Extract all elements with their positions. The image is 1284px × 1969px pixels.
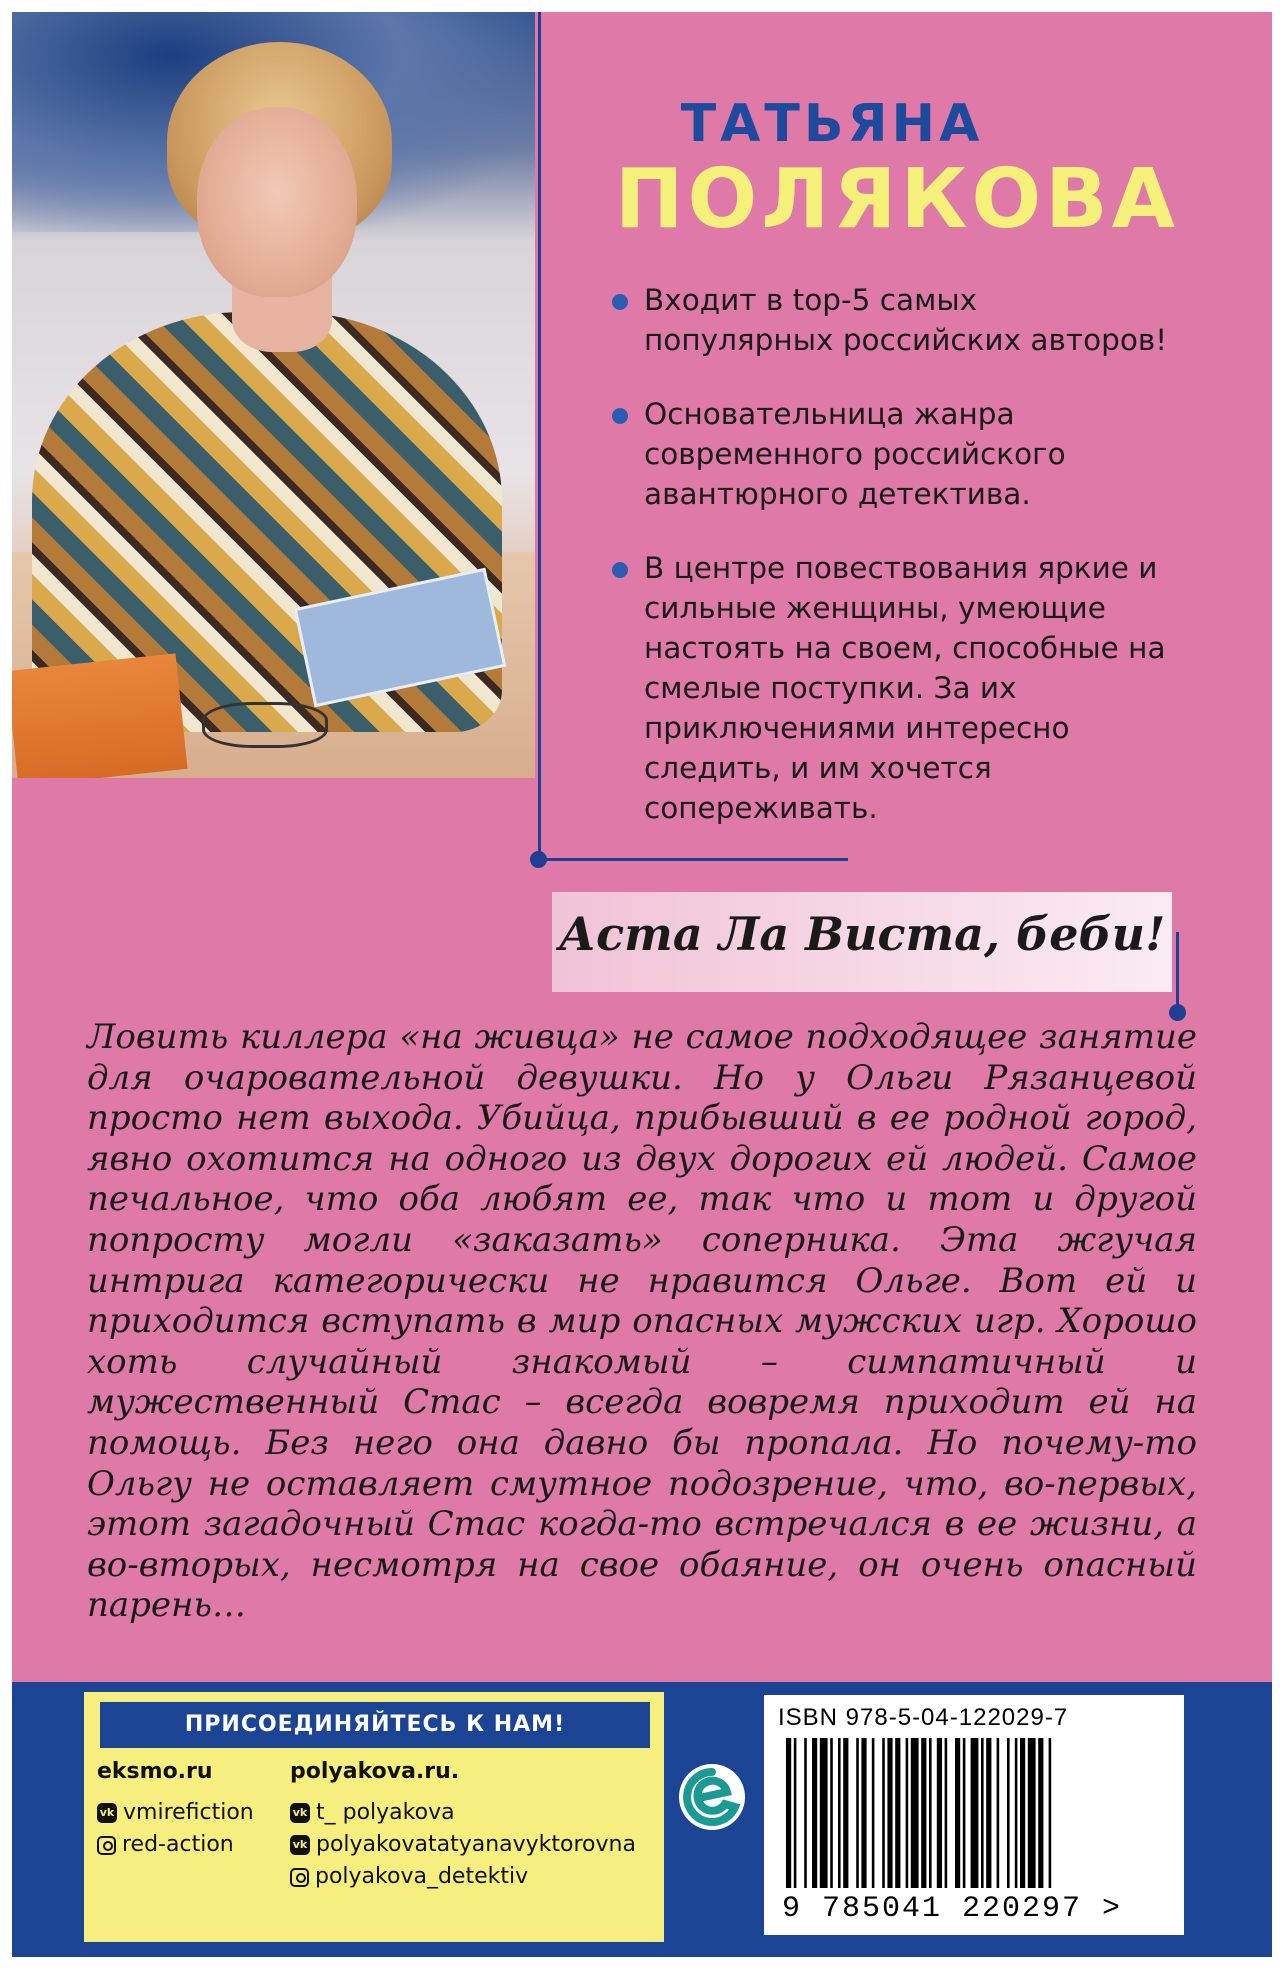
barcode-bar [830, 1738, 833, 1888]
book-title: Аста Ла Виста, беби! [558, 907, 1166, 961]
barcode-bar [997, 1738, 1000, 1888]
barcode-bar [1049, 1738, 1052, 1888]
vk-link[interactable]: vk vmirefiction [97, 1797, 254, 1829]
vk-link[interactable]: vk polyakovatatyanavyktorovna [290, 1829, 636, 1861]
barcode-bar [986, 1738, 991, 1888]
barcode-bar [945, 1738, 948, 1888]
decorative-line [538, 12, 541, 861]
bullet-dot-icon [612, 562, 628, 578]
barcode-bar [929, 1738, 932, 1888]
author-site-link[interactable]: polyakova.ru. [290, 1759, 460, 1784]
bullet-item [608, 548, 1168, 828]
bullet-item [608, 280, 1168, 360]
bullet-list [608, 280, 1168, 862]
instagram-icon [290, 1868, 309, 1887]
barcode-bar [911, 1738, 919, 1888]
barcode-bar [906, 1738, 909, 1888]
barcode-bar [882, 1738, 885, 1888]
bullet-dot-icon [612, 408, 628, 424]
instagram-icon [97, 1836, 116, 1855]
instagram-link[interactable]: red-action [97, 1829, 254, 1861]
back-cover [12, 12, 1272, 1957]
social-column-left [97, 1757, 254, 1861]
barcode-bar [895, 1738, 900, 1888]
publisher-site-link[interactable]: eksmo.ru [97, 1759, 213, 1784]
barcode-bar [838, 1738, 841, 1888]
social-heading: ПРИСОЕДИНЯЙТЕСЬ К НАМ! [100, 1702, 650, 1748]
barcode-bar [937, 1738, 942, 1888]
bullet-text: В центре повествования яркие и сильные женщины, умеющие настоять на своем, способные на смелые поступки. За их приключениями интересно следить, и им хочется сопереживать. [644, 551, 1166, 825]
author-photo [12, 12, 535, 778]
barcode [782, 1738, 1132, 1890]
barcode-bar [887, 1738, 892, 1888]
barcode-bar [921, 1738, 926, 1888]
isbn-number: ISBN 978-5-04-122029-7 [778, 1704, 1069, 1731]
barcode-bar [1020, 1738, 1025, 1888]
barcode-bar [820, 1738, 828, 1888]
barcode-bar [1015, 1738, 1018, 1888]
barcode-bar [963, 1738, 966, 1888]
vk-link[interactable]: vk t_ polyakova [290, 1797, 636, 1829]
decorative-dot [530, 851, 547, 868]
annotation-text: Ловить киллера «на живца» не самое подходящее занятие для очаровательной девушки. Но у Ольги Рязанцевой просто нет выхода. Убийца, прибывший в ее родной город, явно охотится на одного из двух дорогих ей людей. Самое печальное, что оба любят ее, так что и тот и другой попросту могли «заказать» соперника. Эта жгучая интрига категорически не нравится Ольге. Вот ей и приходится вступать в мир опасных мужских игр. Хорошо хоть случайный знакомый – симпатичный и мужественный Стас – всегда вовремя приходит ей на помощь. Без него она давно бы пропала. Но почему-то Ольгу не оставляет смутное подозрение, что, во-первых, этот загадочный Стас когда-то встречался в ее жизни, а во-вторых, несмотря на свое обаяние, он очень опасный парень… [87, 1017, 1197, 1626]
vk-icon: vk [290, 1835, 310, 1855]
barcode-bar [1038, 1738, 1043, 1888]
vk-icon: vk [290, 1803, 310, 1823]
barcode-bar [861, 1738, 866, 1888]
bullet-text: Основательница жанра современного российского авантюрного детектива. [644, 397, 1066, 511]
barcode-bar [872, 1738, 875, 1888]
author-first-name: ТАТЬЯНА [680, 94, 984, 154]
barcode-bar [843, 1738, 848, 1888]
social-column-right [290, 1757, 636, 1893]
barcode-bar [786, 1738, 791, 1888]
ean-digits: 9 785041 220297 > [782, 1892, 1123, 1926]
barcode-bar [856, 1738, 859, 1888]
bullet-dot-icon [612, 294, 628, 310]
vk-icon: vk [97, 1803, 117, 1823]
decorative-line [1176, 932, 1179, 1012]
barcode-bar [955, 1738, 960, 1888]
barcode-bar [981, 1738, 984, 1888]
barcode-bar [794, 1738, 797, 1888]
bullet-item [608, 394, 1168, 514]
bullet-text: Входит в top-5 самых популярных российских авторов! [644, 283, 1168, 357]
barcode-bar [804, 1738, 807, 1888]
barcode-bar [971, 1738, 979, 1888]
barcode-bar [1007, 1738, 1010, 1888]
eksmo-logo-icon [677, 1762, 747, 1832]
author-last-name: ПОЛЯКОВА [614, 152, 1180, 247]
barcode-bar [1028, 1738, 1036, 1888]
barcode-bar [812, 1738, 817, 1888]
instagram-link[interactable]: polyakova_detektiv [290, 1861, 636, 1893]
